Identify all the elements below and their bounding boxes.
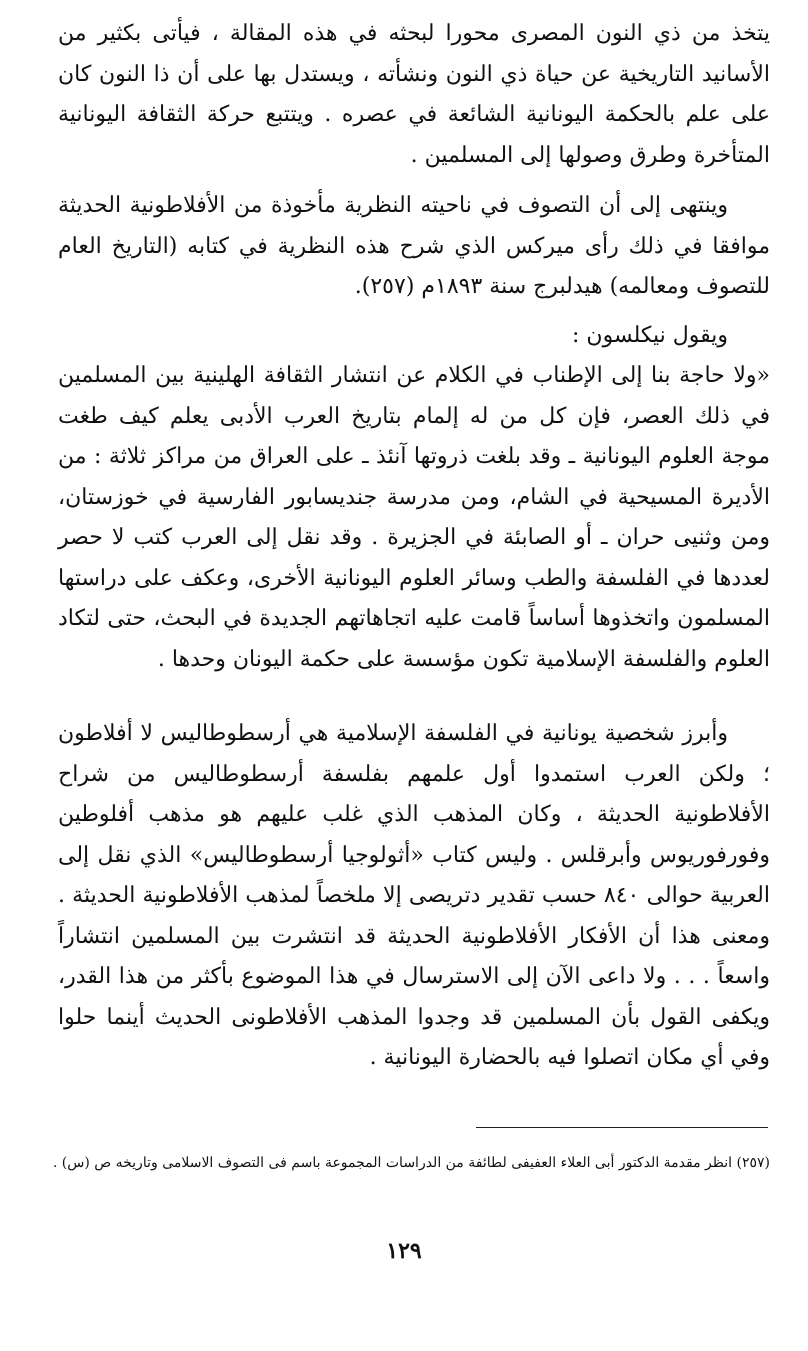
footnote-divider	[476, 1127, 768, 1128]
paragraph-3: ويقول نيكلسون :	[572, 322, 728, 348]
body-text-lower	[58, 714, 770, 1079]
footnote-text: (٢٥٧) انظر مقدمة الدكتور أبى العلاء العفيفى لطائفة من الدراسات المجموعة باسم فى التصوف الاسلامى وتاريخه ص (س) .	[52, 1155, 770, 1171]
footnote	[50, 1146, 770, 1180]
paragraph-1: يتخذ من ذي النون المصرى محورا لبحثه في هذه المقالة ، فيأتى بكثير من الأسانيد التاريخية عن حياة ذي النون ونشأته ، ويستدل بها على أن ذا النون كان على علم بالحكمة اليونانية الشائعة في عصره . ويتتبع حركة الثقافة اليونانية المتأخرة وطرق وصولها إلى المسلمين .	[58, 21, 771, 168]
paragraph-2: وينتهى إلى أن التصوف في ناحيته النظرية مأخوذة من الأفلاطونية الحديثة موافقا في ذلك رأى ميركس الذي شرح هذه النظرية في كتابه (التاريخ العام للتصوف ومعالمه) هيدلبرج سنة ١٨٩٣م (٢٥٧).	[58, 193, 770, 299]
body-text-upper	[58, 14, 770, 680]
paragraph-5: وأبرز شخصية يونانية في الفلسفة الإسلامية هي أرسطوطاليس لا أفلاطون ؛ ولكن العرب استمدوا أول علمهم بفلسفة أرسطوطاليس من شراح الأفلاطونية الحديثة ، وكان المذهب الذي غلب عليهم هو مذهب أفلوطين وفورفوريوس وأبرقلس . وليس كتاب «أثولوجيا أرسطوطاليس» الذي نقل إلى العربية حوالى ٨٤٠ حسب تقدير دتريصى إلا ملخصاً لمذهب الأفلاطونية الحديثة . ومعنى هذا أن الأفكار الأفلاطونية الحديثة قد انتشرت بين المسلمين انتشاراً واسعاً . . . ولا داعى الآن إلى الاسترسال في هذا الموضوع بأكثر من هذا القدر، ويكفى القول بأن المسلمين قد وجدوا المذهب الأفلاطونى الحديث أينما حلوا وفي أي مكان اتصلوا فيه بالحضارة اليونانية .	[58, 721, 771, 1070]
page-number: ١٢٩	[386, 1238, 422, 1264]
quote-paragraph: «ولا حاجة بنا إلى الإطناب في الكلام عن انتشار الثقافة الهلينية بين المسلمين في ذلك العصر، فإن كل من له إلمام بتاريخ العرب الأدبى يعلم كيف طغت موجة العلوم اليونانية ـ وقد بلغت ذروتها آنئذ ـ على العراق من مراكز ثلاثة : من الأديرة المسيحية في الشام، ومن مدرسة جنديسابور الفارسية في خوزستان، ومن وثنيى حران ـ أو الصابئة في الجزيرة . وقد نقل إلى العرب كتب لا حصر لعددها في الفلسفة والطب وسائر العلوم اليونانية الأخرى، وعكف على دراستها المسلمون واتخذوها أساساً قامت عليه اتجاهاتهم الجديدة في البحث، حتى لتكاد العلوم والفلسفة الإسلامية تكون مؤسسة على حكمة اليونان وحدها .	[58, 363, 770, 672]
